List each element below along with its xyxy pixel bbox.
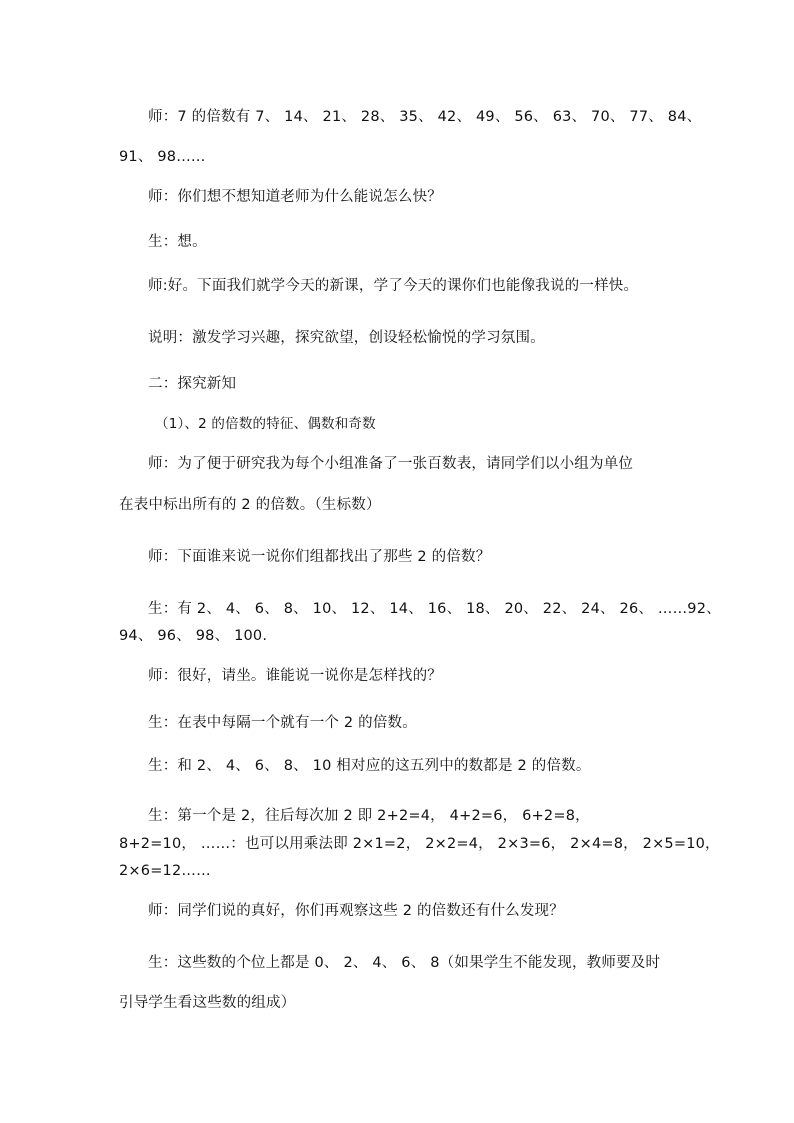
text-line: 师：为了便于研究我为每个小组准备了一张百数表，请同学们以小组为单位 (148, 456, 634, 472)
text-line: 引导学生看这些数的组成） (119, 995, 296, 1011)
subsection-heading: （1）、2 的倍数的特征、偶数和奇数 (155, 416, 376, 432)
text-line: 8+2=10， ……：也可以用乘法即 2×1=2， 2×2=4， 2×3=6， 2×4=8， 2×5=10， (119, 836, 720, 852)
text-line: 生：在表中每隔一个就有一个 2 的倍数。 (148, 715, 417, 731)
text-line: 2×6=12…… (119, 863, 211, 879)
text-line: 91、 98…… (119, 149, 206, 165)
text-line: 师:好。下面我们就学今天的新课，学了今天的课你们也能像我说的一样快。 (148, 278, 639, 294)
section-heading: 二：探究新知 (148, 376, 237, 392)
text-line: 师：你们想不想知道老师为什么能说怎么快？ (148, 189, 442, 205)
text-line: 生：想。 (148, 234, 207, 250)
text-line: 师：7 的倍数有 7、 14、 21、 28、 35、 42、 49、 56、 63、 70、 77、 84、 (148, 109, 702, 125)
text-line: 师：同学们说的真好，你们再观察这些 2 的倍数还有什么发现？ (148, 903, 564, 919)
text-line: 生：和 2、 4、 6、 8、 10 相对应的这五列中的数都是 2 的倍数。 (148, 758, 591, 774)
text-line: 师：很好，请坐。谁能说一说你是怎样找的？ (148, 668, 442, 684)
text-line: 生：有 2、 4、 6、 8、 10、 12、 14、 16、 18、 20、 22、 24、 26、 ……92、 (148, 601, 721, 617)
text-line: 生：第一个是 2，往后每次加 2 即 2+2=4， 4+2=6， 6+2=8， (148, 808, 590, 824)
text-line: 在表中标出所有的 2 的倍数。（生标数） (119, 497, 381, 513)
text-line: 师：下面谁来说一说你们组都找出了那些 2 的倍数？ (148, 549, 491, 565)
text-line: 94、 96、 98、 100. (119, 628, 268, 644)
text-line: 说明：激发学习兴趣，探究欲望，创设轻松愉悦的学习氛围。 (148, 330, 545, 346)
text-line: 生：这些数的个位上都是 0、 2、 4、 6、 8（如果学生不能发现，教师要及时 (148, 955, 661, 971)
